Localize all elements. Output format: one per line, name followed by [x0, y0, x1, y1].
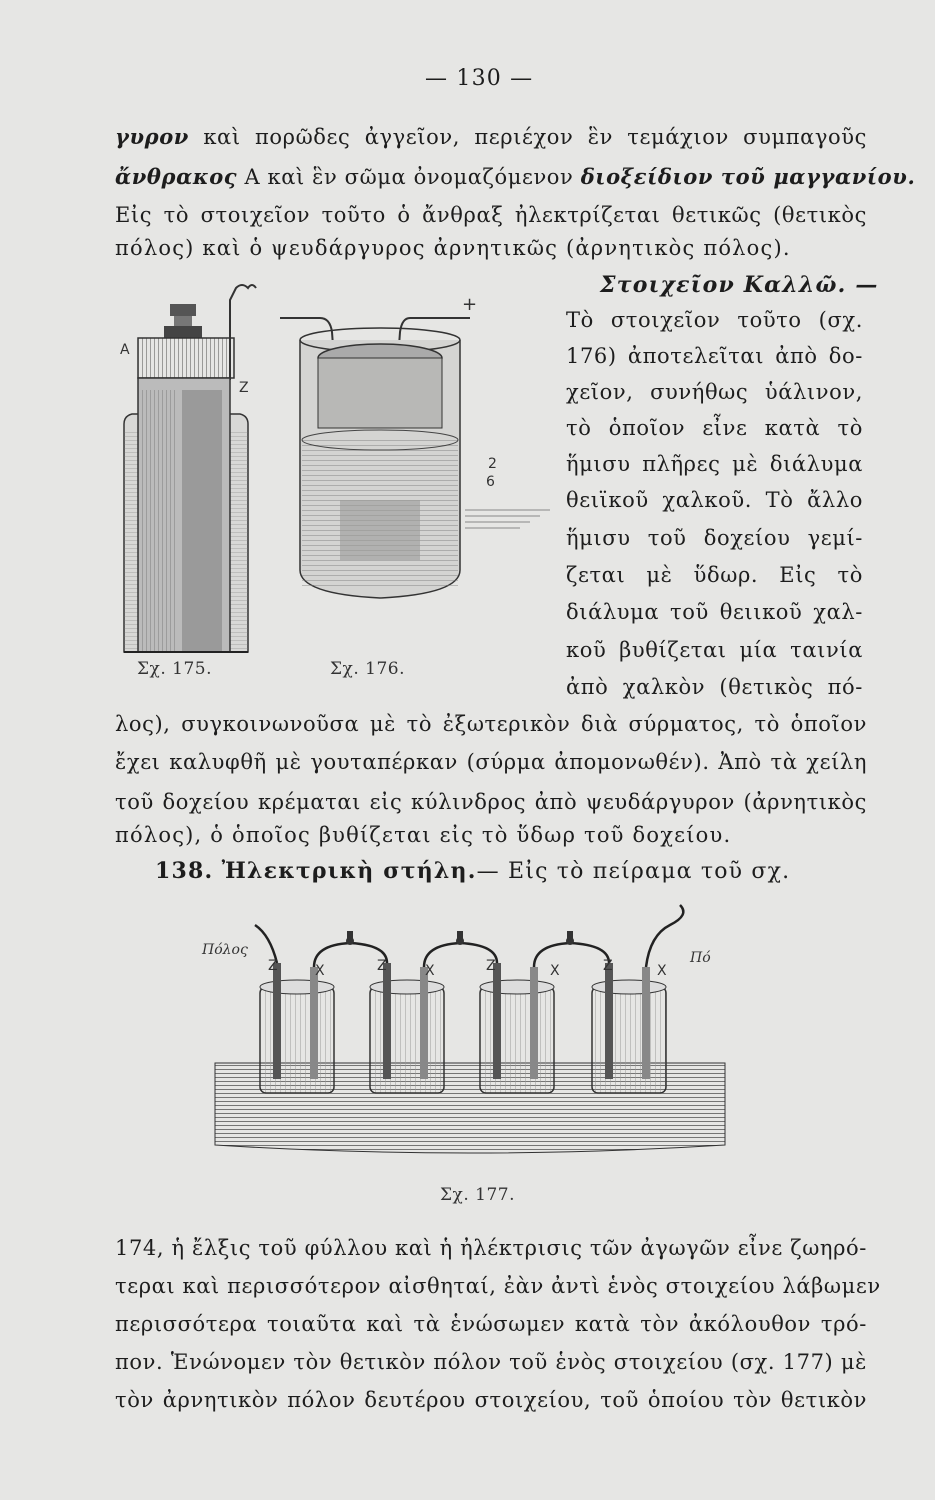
- figure-175-illustration: [118, 280, 268, 660]
- label-z: Z: [239, 380, 249, 396]
- electrode-label: X: [425, 963, 435, 979]
- electrode-label: X: [550, 963, 560, 979]
- figure-176-illustration: [280, 310, 560, 610]
- side-text-line: κοῦ βυθίζεται μία ταινία: [566, 638, 863, 662]
- side-text-line: ἀπὸ χαλκὸν (θετικὸς πό-: [566, 675, 863, 699]
- page-number: — 130 —: [425, 66, 534, 91]
- text-line: τεραι καὶ περισσότερον αἰσθηταί, ἐὰν ἀντὶ ἑνὸς στοιχείου λάβωμεν: [115, 1274, 881, 1298]
- text-line: τὸν ἀρνητικὸν πόλον δευτέρου στοιχείου, τοῦ ὁποίου τὸν θετικὸν: [115, 1388, 867, 1412]
- side-text-line: ζεται μὲ ὕδωρ. Εἰς τὸ: [566, 563, 863, 587]
- side-text-line: διάλυμα τοῦ θειικοῦ χαλ-: [566, 600, 863, 624]
- text-line: ἄνθρακος Α καὶ ἓν σῶμα ὀνομαζόμενον διοξείδιον τοῦ μαγγανίου.: [115, 164, 916, 189]
- label-a: A: [120, 342, 130, 358]
- electrode-label: Z: [377, 958, 387, 974]
- pole-right-label: Πό: [690, 950, 711, 966]
- text-line: 174, ἡ ἔλξις τοῦ φύλλου καὶ ἡ ἠλέκτρισις τῶν ἀγωγῶν εἶνε ζωηρό-: [115, 1236, 867, 1260]
- text-line: πόλος) καὶ ὁ ψευδάργυρος ἀρνητικῶς (ἀρνητικὸς πόλος).: [115, 236, 791, 260]
- section-number: 138.: [155, 858, 214, 884]
- section-heading: [155, 858, 790, 884]
- text-line: πον. Ἑνώνομεν τὸν θετικὸν πόλον τοῦ ἑνὸς στοιχείου (σχ. 177) μὲ: [115, 1350, 867, 1374]
- label-plus: +: [462, 294, 478, 315]
- side-text-line: ἥμισυ πλῆρες μὲ διάλυμα: [566, 452, 863, 476]
- electrode-label: Z: [268, 958, 278, 974]
- text-line: Εἰς τὸ στοιχεῖον τοῦτο ὁ ἄνθραξ ἠλεκτρίζεται θετικῶς (θετικὸς: [115, 203, 867, 227]
- text-line: περισσότερα τοιαῦτα καὶ τὰ ἑνώσωμεν κατὰ τὸν ἀκόλουθον τρό-: [115, 1312, 867, 1336]
- figure-176-caption: Σχ. 176.: [330, 659, 405, 679]
- electrode-label: Z: [486, 958, 496, 974]
- side-text-line: ἥμισυ τοῦ δοχείου γεμί-: [566, 526, 863, 550]
- figure-177-caption: Σχ. 177.: [440, 1185, 515, 1205]
- side-text-line: χεῖον, συνήθως ὑάλινον,: [566, 380, 863, 404]
- side-text-line: Τὸ στοιχεῖον τοῦτο (σχ.: [566, 308, 863, 332]
- label-fraction-bottom: 6: [486, 474, 495, 490]
- figure-177-illustration: [200, 905, 740, 1175]
- text-line: γυρον καὶ πορῶδες ἀγγεῖον, περιέχον ἓν τεμάχιον συμπαγοῦς: [115, 124, 867, 149]
- text-line: ἔχει καλυφθῆ μὲ γουταπέρκαν (σύρμα ἀπομονωθέν). Ἀπὸ τὰ χείλη: [115, 750, 867, 774]
- electrode-label: Z: [603, 958, 613, 974]
- section-title: Ἠλεκτρικὴ στήλη.: [221, 858, 477, 884]
- electrode-label: X: [657, 963, 667, 979]
- label-fraction-top: 2: [488, 456, 497, 472]
- section-rest: — Εἰς τὸ πείραμα τοῦ σχ.: [476, 859, 791, 884]
- figure-175-caption: Σχ. 175.: [137, 659, 212, 679]
- text-line: τοῦ δοχείου κρέμαται εἰς κύλινδρος ἀπὸ ψευδάργυρον (ἀρνητικὸς: [115, 790, 867, 814]
- side-text-line: θειϊκοῦ χαλκοῦ. Τὸ ἄλλο: [566, 488, 863, 512]
- electrode-label: X: [315, 963, 325, 979]
- side-text-line: τὸ ὁποῖον εἶνε κατὰ τὸ: [566, 416, 863, 440]
- text-line: πόλος), ὁ ὁποῖος βυθίζεται εἰς τὸ ὕδωρ τοῦ δοχείου.: [115, 823, 732, 847]
- side-text-line: 176) ἀποτελεῖται ἀπὸ δο-: [566, 344, 863, 368]
- text-line: λος), συγκοινωνοῦσα μὲ τὸ ἐξωτερικὸν διὰ σύρματος, τὸ ὁποῖον: [115, 712, 867, 736]
- pole-left-label: Πόλος: [202, 942, 248, 958]
- side-heading: Στοιχεῖον Καλλῶ. —: [600, 272, 879, 298]
